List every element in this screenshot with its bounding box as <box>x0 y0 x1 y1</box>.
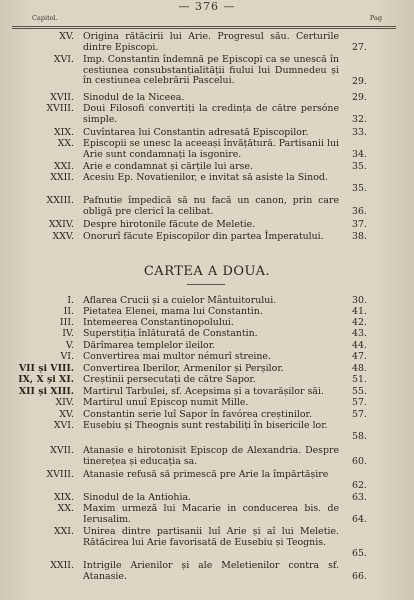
page-number: — 376 — <box>178 0 236 13</box>
chapter-title: Imp. Constantin îndemnă pe Episcopi ca se unescă în cestiunea consubstanțialității fiului lui Dumnedeu și în cestiunea celebrării Pascelui. <box>83 54 339 87</box>
chapter-number: XXIII. <box>46 195 74 206</box>
chapter-number: IX, X și XI. <box>18 374 74 385</box>
page-ref: 55. <box>352 386 367 397</box>
page-ref: 33. <box>352 127 367 138</box>
chapter-title: Convertirea mai multor némurî streine. <box>83 351 271 362</box>
page-ref: 51. <box>352 374 367 385</box>
chapter-title: Pietatea Elenei, mama lui Constantin. <box>83 306 263 317</box>
page-ref: 41. <box>352 306 367 317</box>
chapter-title: Dărîmarea templelor ileilor. <box>83 340 216 351</box>
chapter-title: Sinodul de la Niceea. <box>83 92 185 103</box>
chapter-number: III. <box>59 317 74 328</box>
chapter-title: Intemeerea Constantinopolului. <box>83 317 234 328</box>
chapter-title: Despre hirotonile făcute de Meletie. <box>83 219 256 230</box>
chapter-title: Martirul unuî Episcop numit Mille. <box>83 397 249 408</box>
chapter-number: XXII. <box>50 560 74 571</box>
header-rule-thin <box>12 28 396 29</box>
chapter-title: Superstiția înlăturată de Constantin. <box>83 328 258 339</box>
page-ref: 35. <box>352 183 367 194</box>
chapter-number: XV. <box>59 409 74 420</box>
page-ref: 29. <box>352 76 367 87</box>
chapter-title: Intrigile Arienilor și ale Meletienilor contra sf. Atanasie. <box>83 560 339 582</box>
page-ref: 63. <box>352 492 367 503</box>
page-ref: 57. <box>352 409 367 420</box>
page-ref: 42. <box>352 317 367 328</box>
page-ref: 66. <box>352 571 367 582</box>
section-title: CARTEA A DOUA. <box>143 264 271 279</box>
chapter-number: XX. <box>57 138 74 149</box>
chapter-number: XXI. <box>53 161 74 172</box>
chapter-title: Onorurî făcute Episcopilor din partea Împeratului. <box>83 231 324 242</box>
page-ref: 29. <box>352 92 367 103</box>
chapter-number: XXI. <box>53 526 74 537</box>
chapter-number: XX. <box>57 503 74 514</box>
chapter-title: Episcopii se unesc la aceeași învățătură. Partisanii lui Arie sunt condamnați la isgonire. <box>83 138 339 160</box>
chapter-title: Doui Filosofi convertiți la credința de către persóne simple. <box>83 103 339 125</box>
chapter-number: XIX. <box>53 127 74 138</box>
chapter-title: Atanasie e hirotonisit Episcop de Alexandria. Despre tinerețea și educația sa. <box>83 445 339 467</box>
section-rule <box>187 284 225 285</box>
chapter-number: XVIII. <box>46 469 74 480</box>
chapter-number: XXII. <box>50 172 74 183</box>
chapter-title: Arie e condamnat și cărțile lui arse. <box>83 161 253 172</box>
page-ref: 57. <box>352 397 367 408</box>
chapter-number: XVIII. <box>46 103 74 114</box>
chapter-column-label: Capitol. <box>32 14 58 22</box>
page-ref: 58. <box>352 431 367 442</box>
chapter-title: Sinodul de la Antiohia. <box>83 492 192 503</box>
page-ref: 34. <box>352 149 367 160</box>
chapter-title: Creștinii persecutați de către Sapor. <box>83 374 256 385</box>
chapter-title: Maxim urmeză lui Macarie in conducerea bis. de Ierusalim. <box>83 503 339 525</box>
chapter-number: XVI. <box>53 54 74 65</box>
chapter-title: Pafnutie împedică să nu facă un canon, prin care obligă pre clericî la celibat. <box>83 195 339 217</box>
chapter-title: Aflarea Crucii și a cuielor Mântuitorului. <box>83 295 277 306</box>
chapter-title: Unirea dintre partisanii luî Arie și aî lui Meletie. Rătăcirea lui Arie favorisată de Eusebiu și Teognis. <box>83 526 339 548</box>
page-ref: 48. <box>352 363 367 374</box>
chapter-title: Martirul Tarbulei, sf. Acepsima și a tovarășilor săi. <box>83 386 324 397</box>
page-column-label: Pag <box>369 14 382 22</box>
page-ref: 60. <box>352 456 367 467</box>
page-ref: 65. <box>352 548 367 559</box>
chapter-number: II. <box>63 306 74 317</box>
page-ref: 36. <box>352 206 367 217</box>
page-ref: 64. <box>352 514 367 525</box>
page-ref: 47. <box>352 351 367 362</box>
column-header <box>12 12 396 26</box>
page-ref: 43. <box>352 328 367 339</box>
page-ref: 37. <box>352 219 367 230</box>
chapter-number: V. <box>65 340 74 351</box>
chapter-number: VII și VIII. <box>18 363 74 374</box>
chapter-number: XVII. <box>50 445 74 456</box>
page-ref: 30. <box>352 295 367 306</box>
chapter-title: Cuvîntarea lui Constantin adresată Episcopilor. <box>83 127 309 138</box>
chapter-number: XIV. <box>55 397 74 408</box>
chapter-number: XXV. <box>52 231 74 242</box>
chapter-number: XII și XIII. <box>18 386 74 397</box>
chapter-number: XV. <box>59 31 74 42</box>
chapter-title: Origina rătăcirii lui Arie. Progresul său. Certurile dintre Episcopi. <box>83 31 339 53</box>
chapter-number: XIX. <box>53 492 74 503</box>
chapter-number: IV. <box>62 328 74 339</box>
page-ref: 44. <box>352 340 367 351</box>
page-ref: 35. <box>352 161 367 172</box>
chapter-title: Acesiu Ep. Novatienilor, e invitat să asiste la Sinod. <box>83 172 328 183</box>
page-ref: 27. <box>352 42 367 53</box>
chapter-number: VI. <box>60 351 74 362</box>
header-rule <box>12 26 396 27</box>
chapter-number: XVI. <box>53 420 74 431</box>
page-ref: 32. <box>352 114 367 125</box>
page-ref: 38. <box>352 231 367 242</box>
chapter-title: Convertirea Iberilor, Armenilor și Perșilor. <box>83 363 284 374</box>
chapter-number: XXIV. <box>48 219 74 230</box>
chapter-number: I. <box>67 295 74 306</box>
chapter-number: XVII. <box>50 92 74 103</box>
chapter-title: Eusebiu și Theognis sunt restabiliți în bisericile lor. <box>83 420 328 431</box>
chapter-title: Constantin serie luî Sapor în favórea creștinilor. <box>83 409 312 420</box>
page-ref: 62. <box>352 480 367 491</box>
chapter-title: Atanasie refusă să primescă pre Arie la împărtășire <box>83 469 329 480</box>
